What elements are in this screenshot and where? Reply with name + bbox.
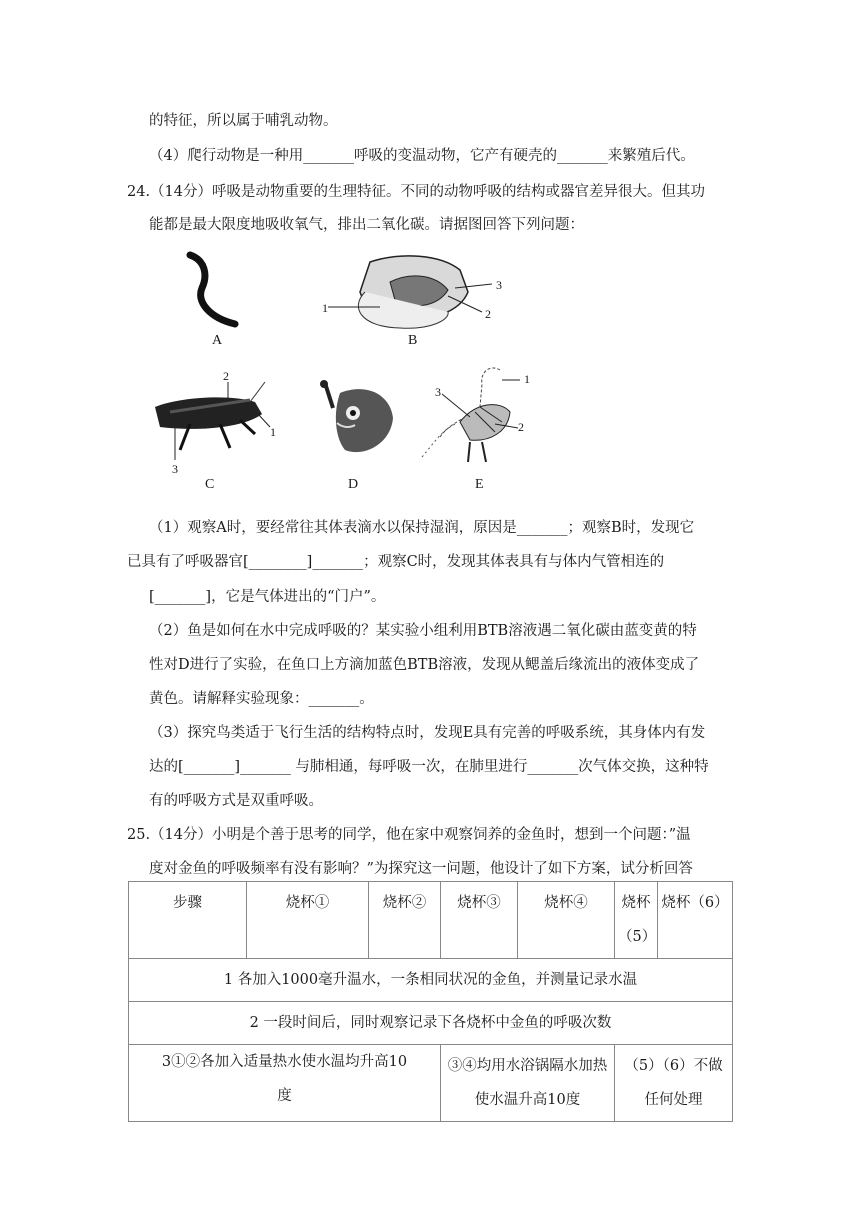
table-cell: 1 各加入1000毫升温水，一条相同状况的金鱼，并测量记录水温: [129, 959, 733, 1002]
table-row: [129, 1002, 733, 1045]
grasshopper-label-1: 1: [270, 425, 276, 439]
bird-label-1: 1: [524, 372, 530, 386]
experiment-table: [128, 881, 733, 1122]
table-cell: ③④均用水浴锅隔水加热使水温升高10度: [441, 1045, 615, 1122]
frog-label-1: 1: [322, 301, 328, 315]
text-line: 黄色。请解释实验现象：_______。: [149, 691, 374, 707]
text-line: 性对D进行了实验，在鱼口上方滴加蓝色BTB溶液，发现从鳃盖后缘流出的液体变成了: [149, 657, 700, 673]
text-line: （2）鱼是如何在水中完成呼吸的？某实验小组利用BTB溶液遇二氧化碳由蓝变黄的特: [149, 623, 697, 639]
fish-figure-d: [295, 378, 395, 463]
text-line: 度对金鱼的呼吸频率有没有影响？”为探究这一问题，他设计了如下方案，试分析回答: [149, 861, 693, 877]
table-cell: 3①②各加入适量热水使水温均升高10度: [129, 1045, 441, 1122]
question-24-title: 24.（14分）呼吸是动物重要的生理特征。不同的动物呼吸的结构或器官差异很大。但其功: [127, 184, 706, 200]
figure-label-c: C: [205, 477, 215, 492]
figure-label-b: B: [408, 333, 418, 348]
table-header-cell: 烧杯②: [369, 882, 441, 959]
bird-figure-e: [420, 362, 540, 472]
text-line: 达的[_______]_______ 与肺相通，每呼吸一次，在肺里进行_______次气体交换，这种特: [149, 759, 709, 775]
table-cell: 2 一段时间后，同时观察记录下各烧杯中金鱼的呼吸次数: [129, 1002, 733, 1045]
figure-label-e: E: [475, 477, 484, 492]
text-line: 能都是最大限度地吸收氧气，排出二氧化碳。请据图回答下列问题：: [149, 217, 584, 233]
text-line: 的特征，所以属于哺乳动物。: [149, 113, 338, 129]
table-row: [129, 1045, 733, 1122]
table-row: [129, 959, 733, 1002]
table-header-cell: 烧杯①: [247, 882, 369, 959]
table-header-cell: 烧杯③: [441, 882, 518, 959]
table-header-cell: 烧杯（6）: [658, 882, 733, 959]
frog-label-3: 3: [496, 278, 502, 292]
text-line: 有的呼吸方式是双重呼吸。: [149, 793, 323, 809]
table-cell: （5）（6）不做任何处理: [615, 1045, 733, 1122]
earthworm-figure-a: [180, 250, 250, 330]
frog-label-2: 2: [485, 307, 491, 321]
table-header-row: [129, 882, 733, 959]
grasshopper-label-3: 3: [172, 462, 178, 476]
grasshopper-figure-c: [150, 372, 275, 462]
text-line: [_______]，它是气体进出的“门户”。: [149, 589, 386, 605]
text-line: （1）观察A时，要经常往其体表滴水以保持湿润，原因是_______；观察B时，发现它: [149, 520, 695, 536]
text-line: （4）爬行动物是一种用_______呼吸的变温动物，它产有硬壳的_______来繁殖后代。: [149, 148, 695, 164]
text-line: 已具有了呼吸器官[________]_______；观察C时，发现其体表具有与体内气管相连的: [127, 554, 665, 570]
table-header-cell: 步骤: [129, 882, 247, 959]
text-line: （3）探究鸟类适于飞行生活的结构特点时，发现E具有完善的呼吸系统，其身体内有发: [149, 725, 706, 741]
grasshopper-label-2: 2: [223, 369, 229, 383]
table-header-cell: 烧杯（5）: [615, 882, 658, 959]
table-header-cell: 烧杯④: [518, 882, 615, 959]
question-25-title: 25.（14分）小明是个善于思考的同学，他在家中观察饲养的金鱼时，想到一个问题：”温: [127, 827, 691, 843]
bird-label-2: 2: [518, 420, 524, 434]
bird-label-3: 3: [435, 385, 441, 399]
figure-label-a: A: [212, 333, 223, 348]
figure-label-d: D: [348, 477, 359, 492]
frog-figure-b: [320, 252, 510, 337]
